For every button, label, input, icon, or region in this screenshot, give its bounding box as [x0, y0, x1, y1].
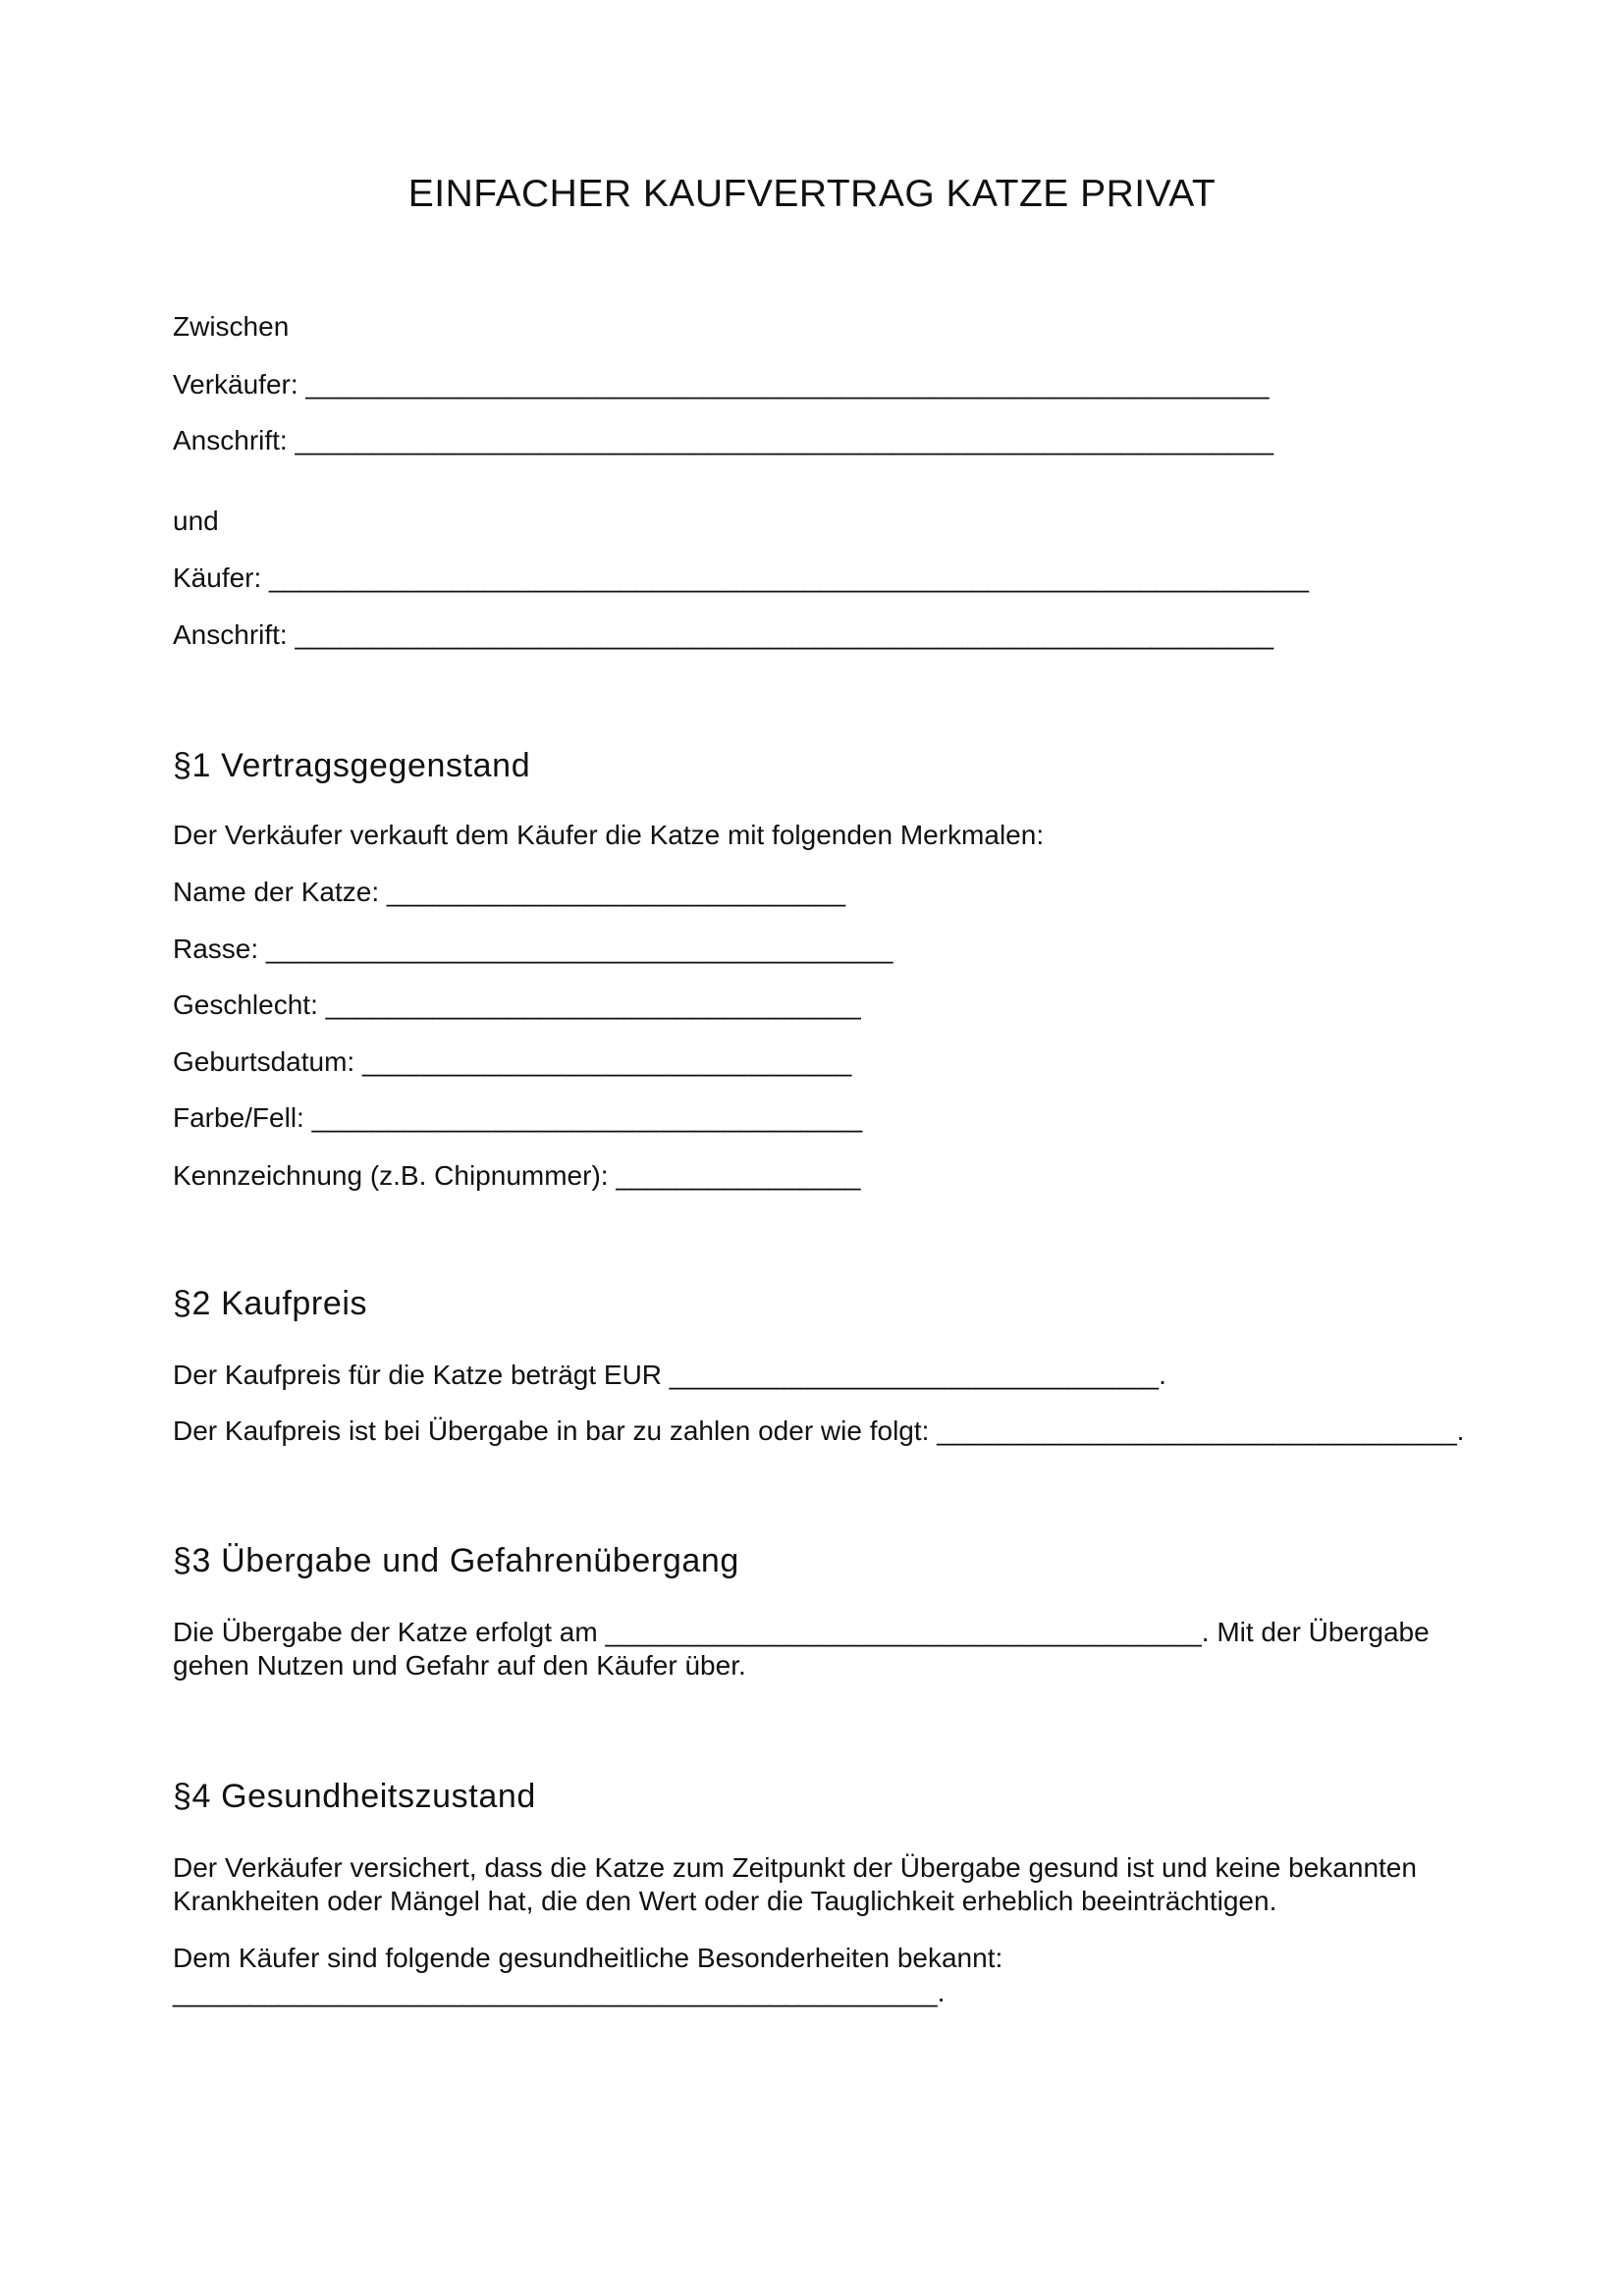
cat-color-field: Farbe/Fell: ____________________________________: [173, 1102, 863, 1133]
cat-id-field: Kennzeichnung (z.B. Chipnummer): ________________: [173, 1160, 861, 1191]
section-4-text-3: Dem Käufer sind folgende gesundheitliche Besonderheiten bekannt:: [173, 1943, 1003, 1973]
payment-method-field: Der Kaufpreis ist bei Übergabe in bar zu zahlen oder wie folgt: __________________________________.: [173, 1415, 1465, 1446]
cat-birthdate-field: Geburtsdatum: ________________________________: [173, 1046, 852, 1077]
section-2-heading: §2 Kaufpreis: [173, 1285, 368, 1322]
section-3-text: gehen Nutzen und Gefahr auf den Käufer über.: [173, 1650, 746, 1681]
section-4-text-1: Der Verkäufer versichert, dass die Katze zum Zeitpunkt der Übergabe gesund ist und keine bekannten: [173, 1852, 1417, 1883]
section-3-heading: §3 Übergabe und Gefahrenübergang: [173, 1542, 739, 1579]
cat-sex-field: Geschlecht: ___________________________________: [173, 989, 861, 1020]
seller-field: Verkäufer: _______________________________________________________________: [173, 369, 1270, 400]
buyer-field: Käufer: ____________________________________________________________________: [173, 562, 1309, 593]
price-field: Der Kaufpreis für die Katze beträgt EUR ________________________________.: [173, 1360, 1166, 1390]
cat-name-field: Name der Katze: ______________________________: [173, 877, 846, 907]
handover-date-field: Die Übergabe der Katze erfolgt am _______________________________________. Mit der Übergabe: [173, 1617, 1430, 1647]
section-4-text-2: Krankheiten oder Mängel hat, die den Wert oder die Tauglichkeit erheblich beeinträchtigen.: [173, 1886, 1277, 1916]
cat-breed-field: Rasse: _________________________________________: [173, 934, 893, 964]
parties-between: Zwischen: [173, 311, 290, 342]
section-4-heading: §4 Gesundheitszustand: [173, 1778, 536, 1815]
buyer-address-field: Anschrift: ________________________________________________________________: [173, 619, 1274, 650]
parties-and: und: [173, 506, 219, 536]
seller-address-field: Anschrift: ________________________________________________________________: [173, 425, 1274, 455]
health-notes-field: __________________________________________________.: [173, 1977, 946, 2007]
section-1-intro: Der Verkäufer verkauft dem Käufer die Katze mit folgenden Merkmalen:: [173, 820, 1045, 850]
section-1-heading: §1 Vertragsgegenstand: [173, 747, 531, 784]
document-title: EINFACHER KAUFVERTRAG KATZE PRIVAT: [407, 173, 1217, 215]
